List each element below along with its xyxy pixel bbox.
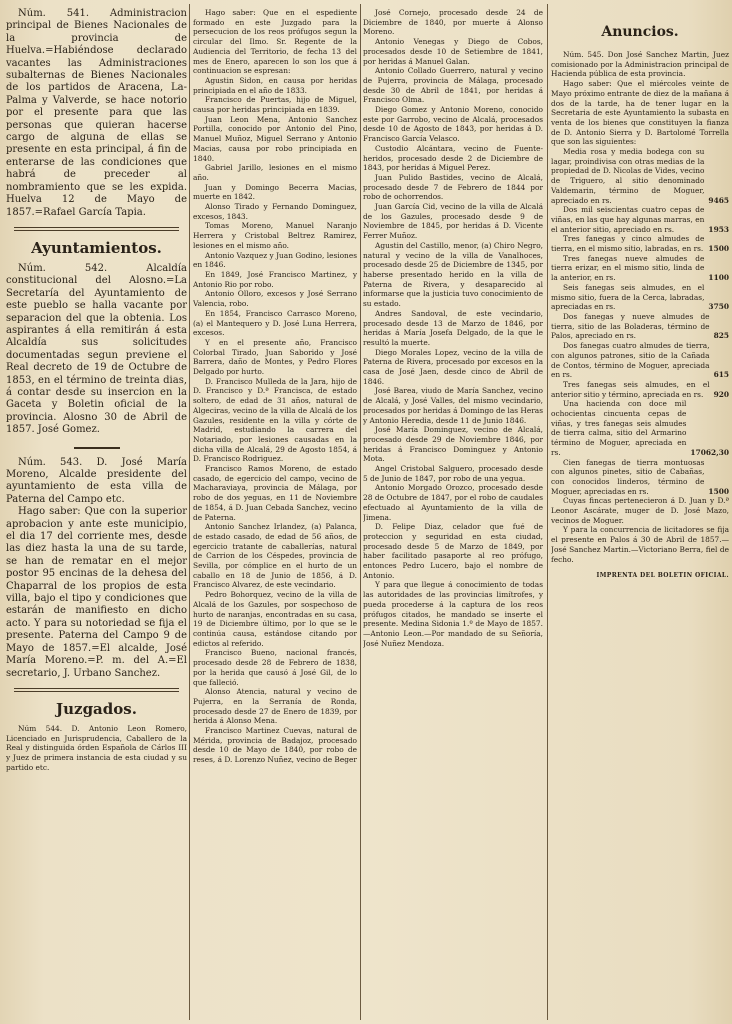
column-rule xyxy=(189,4,190,1020)
property-description: Tres fanegas seis almudes, en el anterior sitio y término, apreciada en rs. xyxy=(551,379,710,399)
column-rule xyxy=(360,4,361,1020)
column-rule xyxy=(547,4,548,1020)
notice-543-header: Núm. 543. D. José María Moreno, Alcalde presidente del ayuntamiento de esta villa de Paterna del Campo etc. xyxy=(6,456,187,505)
paragraph: Francisco Martinez Cuevas, natural de Mérida, provincia de Badajoz, procesado desde 10 de Mayo de 1840, por robo de reses, á D. Lorenzo Nuñez, vecino de Beger xyxy=(193,726,357,765)
column-4 xyxy=(551,8,729,1018)
paragraph: Hago saber: Que en el espediente formado en este Juzgado para la persecucion de los reos prófugos segun la circular del Ilmo. Sr. Regente de la Audiencia del Territorio, de fecha 13 del mes de Enero, aparecen lo son los que á continuacion se espresan: xyxy=(193,8,357,76)
heading-juzgados: Juzgados. xyxy=(56,699,137,718)
paragraph: José Cornejo, procesado desde 24 de Diciembre de 1840, por muerte á Alonso Moreno. xyxy=(363,8,543,37)
paragraph: Agustin Sidon, en causa por heridas principiada en el año de 1833. xyxy=(193,75,357,95)
paragraph: Y para que llegue á conocimiento de todas las autoridades de las provincias limítrofes, y pueda procederse á la captura de los reos prófugos citados, he mandado se inserte el presente. Medina Sidonia 1.º de Mayo de 1857.—Antonio Leon.—Por mandado de su Señoría, José Nuñez Mendoza. xyxy=(363,580,543,648)
paragraph: Antonio Vazquez y Juan Godino, lesiones en 1846. xyxy=(193,250,357,270)
notice-544: Núm 544. D. Antonio Leon Romero, Licenciado en Jurisprudencia, Caballero de la Real y distinguida órden Española de Cárlos III y Juez de primera instancia de esta ciudad y su partido etc. xyxy=(6,723,187,772)
section-divider xyxy=(14,688,179,692)
property-description: Dos mil seiscientas cuatro cepas de viñas, en las que hay algunas marras, en el anterior sitio, apreciado en rs. xyxy=(551,205,705,234)
paragraph: Juan Pulido Bastides, vecino de Alcalá, procesado desde 7 de Febrero de 1844 por robo de ochorrendos. xyxy=(363,172,543,202)
paragraph: D. Felipe Diaz, celador que fué de proteccion y seguridad en esta ciudad, procesado desde 5 de Marzo de 1849, por haber facilitado pasaporte al reo prófugo, entonces Pedro Lucero, bajo el nombre de Antonio. xyxy=(363,522,543,580)
property-item xyxy=(551,234,729,253)
property-item xyxy=(551,312,729,341)
paragraph: Pedro Bohorquez, vecino de la villa de Alcalá de los Gazules, por sospechoso de hurto de naranjas, encontradas en su casa, 19 de Diciembre último, por lo que se le continúa causa, estándose citando por edictos al referido. xyxy=(193,590,357,648)
property-amount: 1500 xyxy=(708,486,729,496)
property-amount: 9465 xyxy=(708,195,729,205)
paragraph: Juan Leon Mena, Antonio Sanchez Portilla, conocido por Antonio del Pino, Manuel Muñoz, Miguel Serrano y Antonio Macias, causa por robo principiada en 1840. xyxy=(193,114,357,163)
paragraph: Hago saber: Que el miércoles veinte de Mayo próximo entrante de diez de la mañana á dos de la tarde, ha de tener lugar en la Secretaria de este Ayuntamiento la subasta en venta de los bienes que constituyen la fianza de D. Antonio Sierra y D. Bartolomé Torrella que son las siguientes: xyxy=(551,79,729,147)
property-description: Una hacienda con doce mil ochocientas cincuenta cepas de viñas, y tres fanegas seis almudes de tierra calma, sitio del Armarino término de Moguer, apreciada en rs. xyxy=(551,399,687,457)
paragraph: Francisco de Puertas, hijo de Miguel, causa por heridas principiada en 1839. xyxy=(193,95,357,115)
notice-divider xyxy=(74,447,120,449)
heading-anuncios: Anuncios. xyxy=(601,24,679,40)
paragraph: Diego Morales Lopez, vecino de la villa de Paterna de Rivera, procesado por excesos en la casa de José Jaen, desde cinco de Abril de 1846. xyxy=(363,347,543,386)
paragraph: Antonio Olloro, excesos y José Serrano Valencia, robo. xyxy=(193,289,357,309)
property-amount: 615 xyxy=(713,370,729,380)
property-description: Cien fanegas de tierra montuosas con algunos pinetes, sitio de Cabañas, con conocidos linderos, término de Moguer, apreciadas en rs. xyxy=(551,457,705,496)
paragraph: Custodio Alcántara, vecino de Fuente-heridos, procesado desde 2 de Diciembre de 1843, por heridas á Miguel Perez. xyxy=(363,143,543,173)
property-description: Media rosa y media bodega con su lagar, proindivisa con otras medias de la propiedad de D. Nicolas de Vides, vecino de Triguero, al sitio denominado Valdemarin, término de Moguer, apreciado en rs. xyxy=(551,147,705,205)
property-item xyxy=(551,380,729,399)
paragraph: Andres Sandoval, de este vecindario, procesado desde 13 de Marzo de 1846, por heridas á María Josefa Delgado, de la que le resultó la muerte. xyxy=(363,308,543,347)
paragraph: José Barea, viudo de María Sanchez, vecino de Alcalá, y José Valles, del mismo vecindario, procesados por heridas á Domingo de las Heras y Antonio Heredia, desde 11 de Junio 1846. xyxy=(363,386,543,425)
property-item xyxy=(551,399,729,457)
property-amount: 1500 xyxy=(708,244,729,254)
property-description: Dos fanegas y nueve almudes de tierra, sitio de las Boladeras, término de Palos, apreciado en rs. xyxy=(551,311,710,341)
printer-imprint: IMPRENTA DEL BOLETIN OFICIAL. xyxy=(596,572,729,580)
paragraph: Y en el presente año, Francisco Colorbal Tirado, Juan Saborido y José Barrera, daño de Montes, y Pedro Flores Delgado por hurto. xyxy=(193,337,357,377)
column-1 xyxy=(6,8,187,1018)
property-list xyxy=(551,147,729,496)
paragraph: Francisco Ramos Moreno, de estado casado, de egercicio del campo, vecino de Macharaviaya, provincia de Málaga, por robo de dos yeguas, en 11 de Noviembre de 1854, á D. Juan Cebada Sanchez, vecino de Paterna. xyxy=(193,464,357,522)
paragraph: D. Francisco Mulleda de la Jara, hijo de D. Francisco y D.ª Francisca, de estado soltero, de edad de 31 años, natural de Algeciras, vecino de la villa de Alcalá de los Gazules, residente en la villa y córte de Madrid, estudiando la carrera del Notariado, por lesiones causadas en la dicha villa de Alcalá, 29 de Agosto 1854, á D. Francisco Rodriguez. xyxy=(193,376,357,464)
paragraph: Cuyas fincas pertenecieron á D. Juan y D.ª Leonor Ascárate, muger de D. José Mazo, vecinos de Moguer. xyxy=(551,496,729,525)
section-divider xyxy=(14,227,179,231)
property-amount: 920 xyxy=(713,389,729,399)
paragraph: Tomas Moreno, Manuel Naranjo Herrera y Cristobal Beltrez Ramirez, lesiones en el mismo año. xyxy=(193,221,357,250)
property-description: Dos fanegas cuatro almudes de tierra, con algunos patrones, sitio de la Cañada de Contos, término de Moguer, apreciada en rs. xyxy=(551,341,710,380)
paragraph: Juan García Cid, vecino de la villa de Alcalá de los Gazules, procesado desde 9 de Noviembre de 1845, por heridas á D. Vicente Ferrer Muñoz. xyxy=(363,202,543,241)
paragraph: Agustin del Castillo, menor, (a) Chiro Negro, natural y vecino de la villa de Vanalhoces, procesado desde 25 de Diciembre de 1345, por haberse presentado herido en la villa de Paterna de Rivera, y desaparecido al informarse que la justicia tuvo conocimiento de su estado. xyxy=(363,240,543,309)
paragraph: Antonio Venegas y Diego de Cobos, procesados desde 10 de Setiembre de 1841, por heridas á Manuel Galan. xyxy=(363,37,543,66)
property-amount: 825 xyxy=(713,331,729,341)
heading-ayuntamientos: Ayuntamientos. xyxy=(31,238,162,257)
paragraph: Juan y Domingo Becerra Macias, muerte en 1842. xyxy=(193,182,357,202)
paragraph: Antonio Sanchez Irlandez, (a) Palanca, de estado casado, de edad de 56 años, de egercicio tratante de caballerías, natural de Carrion de los Céspedes, provincia de Sevilla, por cómplice en el hurto de un caballo en 18 de Junio de 1856, á D. Francisco Alvarez, de este vecindario. xyxy=(193,522,357,590)
property-amount: 17062,30 xyxy=(690,447,729,457)
paragraph: Alonso Tirado y Fernando Dominguez, excesos, 1843. xyxy=(193,202,357,221)
paragraph: Antonio Morgado Orozco, procesado desde 28 de Octubre de 1847, por el robo de caudales efectuado al Ayuntamiento de la villa de Jimena. xyxy=(363,483,543,522)
paragraph: Francisco Bueno, nacional francés, procesado desde 28 de Febrero de 1838, por la herida que causó á José Gil, de lo que falleció. xyxy=(193,648,357,687)
property-description: Seis fanegas seis almudes, en el mismo sitio, fuera de la Cerca, labradas, apreciadas en rs. xyxy=(551,282,705,312)
property-amount: 1100 xyxy=(708,273,729,283)
property-item xyxy=(551,205,729,234)
column-2 xyxy=(193,8,357,1018)
paragraph: En 1854, Francisco Carrasco Moreno, (a) el Mantequero y D. José Luna Herrera, excesos. xyxy=(193,308,357,338)
property-item xyxy=(551,341,729,380)
property-description: Tres fanegas nueve almudes de tierra erizar, en el mismo sitio, linda de la anterior, en rs. xyxy=(551,253,705,283)
notice-541: Núm. 541. Administracion principal de Bienes Nacionales de la provincia de Huelva.=Habiéndose declarado vacantes las Administraciones subalternas de Bienes Nacionales de los partidos de Aracena, La-Palma y Valverde, se hace notorio por el presente para que las personas que quieran hacerse cargo de alguna de ellas se presente en esta principal, á fin de enterarse de las condiciones que habrá de preceder al nombramiento que se les expida. Huelva 12 de Mayo de 1857.=Rafael García Tapia. xyxy=(6,8,187,218)
paragraph: Antonio Collado Guerrero, natural y vecino de Pujerra, provincia de Málaga, procesado desde 30 de Abril de 1841, por heridas á Francisco Olma. xyxy=(363,66,543,105)
paragraph: Diego Gomez y Antonio Moreno, conocido este por Garrobo, vecino de Alcalá, procesados desde 10 de Agosto de 1843, por heridas á D. Francisco García Velasco. xyxy=(363,105,543,144)
property-item xyxy=(551,147,729,205)
property-amount: 1953 xyxy=(708,224,729,234)
property-amount: 3750 xyxy=(708,302,729,312)
paragraph: Alonso Atencia, natural y vecino de Pujerra, en la Serranía de Ronda, procesado desde 27 de Enero de 1839, por herida á Alonso Mena. xyxy=(193,687,357,726)
property-item xyxy=(551,254,729,283)
property-item xyxy=(551,458,729,497)
column-3 xyxy=(363,8,543,1018)
notice-543-body: Hago saber: Que con la superior aprobacion y ante este municipio, el dia 17 del corriente mes, desde las diez hasta la una de su tarde, se han de rematar en el mejor postor 95 encinas de la dehesa del Chaparral de los propios de esta villa, bajo el tipo y condiciones que estarán de manifiesto en dicho acto. Y para su notoriedad se fija el presente. Paterna del Campo 9 de Mayo de 1857.=El alcalde, José María Moreno.=P. m. del A.=El secretario, J. Urbano Sanchez. xyxy=(6,506,187,679)
paragraph: Angel Cristobal Salguero, procesado desde 5 de Junio de 1847, por robo de una yegua. xyxy=(363,464,543,483)
paragraph: Y para la concurrencia de licitadores se fija el presente en Palos á 30 de Abril de 1857.—José Sanchez Martin.—Victoriano Berra, fiel de fecho. xyxy=(551,525,729,564)
paragraph: En 1849, José Francisco Martinez, y Antonio Rio por robo. xyxy=(193,269,357,289)
property-item xyxy=(551,283,729,312)
notice-542: Núm. 542. Alcaldía constitucional del Alosno.=La Secretaría del Ayuntamiento de este pueblo se halla vacante por separacion del que la obtenia. Los aspirantes á ella remitirán á esta Alcaldía sus solicitudes documentadas segun previene el Real decreto de 19 de Octubre de 1853, en el término de treinta dias, á contar desde su insercion en la Gaceta y Boletin oficial de la provincia. Alosno 30 de Abril de 1857. José Gomez. xyxy=(6,262,187,436)
property-description: Tres fanegas y cinco almudes de tierra, en el mismo sitio, labradas, en rs. xyxy=(551,234,705,254)
paragraph: José María Dominguez, vecino de Alcalá, procesado desde 29 de Noviembre 1846, por heridas á Francisco Dominguez y Antonio Mota. xyxy=(363,425,543,464)
paragraph: Gabriel Jarillo, lesiones en el mismo año. xyxy=(193,163,357,182)
notice-545: Núm. 545. Don José Sanchez Martin, Juez comisionado por la Administracion principal de Hacienda pública de esta provincia. xyxy=(551,50,729,79)
